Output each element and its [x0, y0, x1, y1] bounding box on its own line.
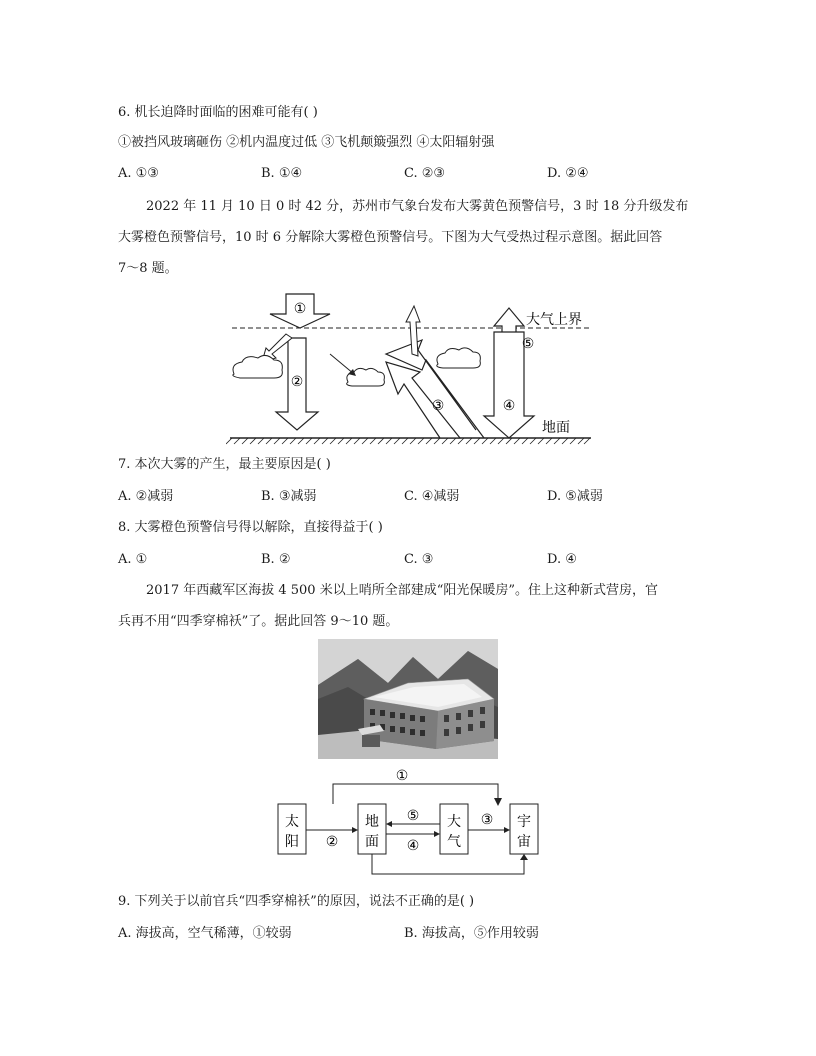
- diagram1-upper-boundary-label: 大气上界: [526, 312, 582, 328]
- diagram2-label-3: ③: [480, 812, 494, 828]
- box-atmosphere-label: 气: [447, 834, 461, 850]
- q6-option-a[interactable]: A. ①③: [118, 166, 159, 181]
- q6-option-d[interactable]: D. ②④: [547, 166, 589, 181]
- box-sun-label: 太: [285, 814, 299, 830]
- q6-option-b[interactable]: B. ①④: [261, 166, 303, 181]
- q6-option-c[interactable]: C. ②③: [404, 166, 446, 181]
- ground-hatching: [226, 438, 590, 444]
- q8-option-b[interactable]: B. ②: [261, 552, 291, 567]
- box-ground-label: 面: [365, 834, 379, 850]
- box-atmosphere-label: 大: [447, 814, 461, 830]
- q7-option-b[interactable]: B. ③减弱: [261, 489, 317, 504]
- q7-option-a[interactable]: A. ②减弱: [118, 489, 174, 504]
- cloud-right: [437, 348, 481, 368]
- passage1-line3: 7～8 题。: [118, 261, 178, 276]
- sunshine-warm-house-photo: [318, 639, 498, 759]
- q8-stem: 8. 大雾橙色预警信号得以解除，直接得益于( ): [118, 520, 383, 535]
- q8-option-c[interactable]: C. ③: [404, 552, 434, 567]
- q8-option-a[interactable]: A. ①: [118, 552, 148, 567]
- q6-choices: ①被挡风玻璃砸伤 ②机内温度过低 ③飞机颠簸强烈 ④太阳辐射强: [118, 135, 495, 150]
- arrowhead-1: [494, 798, 502, 806]
- q9-option-b[interactable]: B. 海拔高，⑤作用较弱: [404, 926, 539, 941]
- arrow-3-ground-radiation: [386, 362, 460, 438]
- diagram1-label-2: ②: [290, 374, 304, 390]
- q9-option-a[interactable]: A. 海拔高，空气稀薄，①较弱: [118, 926, 292, 941]
- diagram1-label-4: ④: [502, 398, 516, 414]
- q8-option-d[interactable]: D. ④: [547, 552, 577, 567]
- q6-stem: 6. 机长迫降时面临的困难可能有( ): [118, 105, 318, 120]
- box-sun-label: 阳: [285, 834, 299, 850]
- diagram1-label-5: ⑤: [521, 336, 535, 352]
- diagram2-label-4: ④: [406, 838, 420, 854]
- diagram1-label-1: ①: [293, 301, 307, 317]
- q7-option-c[interactable]: C. ④减弱: [404, 489, 460, 504]
- diagram2-label-1: ①: [395, 768, 409, 784]
- passage2-line1: 2017 年西藏军区海拔 4 500 米以上哨所全部建成“阳光保暖房”。住上这种新式营房，官: [146, 583, 658, 598]
- diagram1-label-3: ③: [431, 398, 445, 414]
- thin-arrow-line: [330, 354, 354, 374]
- q9-stem: 9. 下列关于以前官兵“四季穿棉袄”的原因，说法不正确的是( ): [118, 894, 475, 909]
- diagram2-label-5: ⑤: [406, 808, 420, 824]
- atmosphere-heating-diagram: [226, 292, 596, 450]
- box-space-label: 宙: [517, 834, 531, 850]
- q7-stem: 7. 本次大雾的产生，最主要原因是( ): [118, 457, 331, 472]
- box-space-label: 宇: [517, 814, 531, 830]
- path-1-sun-to-space: [333, 784, 498, 804]
- path-ground-to-space: [372, 854, 524, 874]
- diagram1-ground-label: 地面: [542, 420, 570, 436]
- diagram2-label-2: ②: [325, 834, 339, 850]
- box-ground-label: 地: [365, 814, 379, 830]
- passage2-line2: 兵再不用“四季穿棉袄”了。据此回答 9～10 题。: [118, 614, 399, 629]
- q7-option-d[interactable]: D. ⑤减弱: [547, 489, 603, 504]
- passage1-line1: 2022 年 11 月 10 日 0 时 42 分，苏州市气象台发布大雾黄色预警信号，3 时 18 分升级发布: [146, 199, 689, 214]
- energy-flow-diagram: [274, 762, 546, 882]
- passage1-line2: 大雾橙色预警信号，10 时 6 分解除大雾橙色预警信号。下图为大气受热过程示意图。据此回答: [118, 230, 663, 245]
